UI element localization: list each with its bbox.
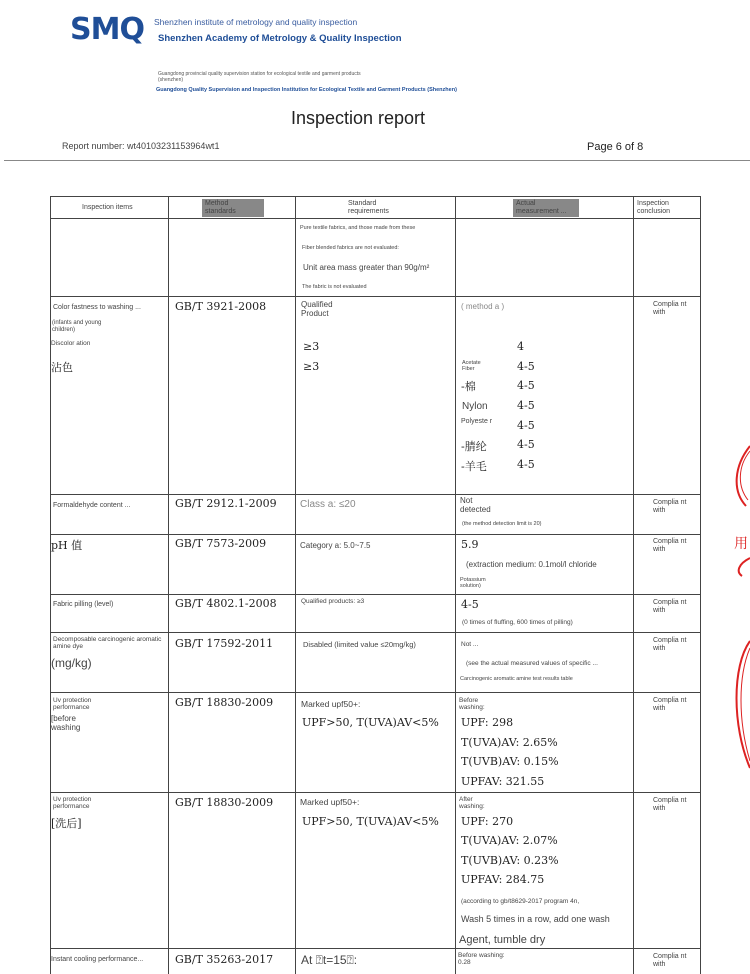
washing-act-value-6: 4-5 <box>517 458 535 471</box>
amine-item: Decomposable carcinogenic aromatic amine dye <box>53 636 162 650</box>
uv-after-upfav: UPFAV: 284.75 <box>461 873 545 886</box>
col-header-method: Method standards <box>202 199 264 217</box>
ph-item: pH 值 <box>51 539 83 552</box>
station-name-small: Guangdong provincial quality supervision station for ecological textile and garment products (shenzhen) <box>158 71 361 83</box>
pre-req-2: Fiber blended fabrics are not evaluated: <box>302 245 399 251</box>
uv-before-method: GB/T 18830-2009 <box>175 696 274 709</box>
formaldehyde-conclusion: Complia nt with <box>653 499 687 514</box>
header-divider <box>4 160 750 161</box>
uv-after-tuvb: T(UVB)AV: 0.23% <box>461 854 559 867</box>
ph-act: 5.9 <box>461 538 479 551</box>
washing-act-label-5: -腈纶 <box>461 440 487 453</box>
amine-req: Disabled (limited value ≤20mg/kg) <box>303 640 416 649</box>
uv-before-req-2: UPF>50, T(UVA)AV<5% <box>302 716 439 729</box>
cooling-act: Before washing: 0.28 <box>458 952 505 966</box>
ph-method: GB/T 7573-2009 <box>175 537 267 550</box>
uv-after-note-3: Agent, tumble dry <box>459 934 546 946</box>
washing-act-method: ( method a ) <box>461 302 505 311</box>
uv-after-act-head: After washing: <box>459 796 485 810</box>
washing-act-label-6: -羊毛 <box>461 460 487 473</box>
amine-item-2: (mg/kg) <box>51 656 92 670</box>
uv-after-item: Uv protection performance <box>53 796 92 810</box>
pilling-item: Fabric pilling (level) <box>53 601 114 608</box>
uv-before-tuvb: T(UVB)AV: 0.15% <box>461 755 559 768</box>
washing-act-value-2: 4-5 <box>517 379 535 392</box>
uv-after-note-1: (according to gb/t8629-2017 program 4n, <box>461 898 580 905</box>
formaldehyde-method: GB/T 2912.1-2009 <box>175 497 277 510</box>
washing-item-2: (infants and young children) <box>52 320 102 333</box>
formaldehyde-req: Class a: ≤20 <box>300 499 356 510</box>
uv-after-upf: UPF: 270 <box>461 815 514 828</box>
pilling-method: GB/T 4802.1-2008 <box>175 597 277 610</box>
washing-act-label-2: -棉 <box>461 380 476 393</box>
washing-item: Color fastness to washing ... <box>53 304 141 311</box>
svg-text:用: 用 <box>734 536 748 552</box>
uv-before-upf: UPF: 298 <box>461 716 514 729</box>
org-name-small: Shenzhen institute of metrology and quality inspection <box>154 17 358 27</box>
station-name-bold: Guangdong Quality Supervision and Inspection Institution for Ecological Textile and Garment Products (Shenzhen) <box>156 87 457 93</box>
org-name-bold: Shenzhen Academy of Metrology & Quality Inspection <box>158 33 402 44</box>
col-header-conclusion: Inspection conclusion <box>637 200 671 215</box>
pre-req-1: Pure textile fabrics, and those made from these <box>300 225 416 231</box>
pilling-act-2: (0 times of fluffing, 600 times of pilling) <box>462 619 573 626</box>
red-seal-stamp <box>728 436 750 776</box>
uv-after-method: GB/T 18830-2009 <box>175 796 274 809</box>
amine-method: GB/T 17592-2011 <box>175 637 274 650</box>
col-header-requirements: Standard requirements <box>348 200 389 215</box>
ph-act-2: (extraction medium: 0.1mol/l chloride <box>466 560 597 569</box>
uv-after-req-2: UPF>50, T(UVA)AV<5% <box>302 815 439 828</box>
ph-req: Category a: 5.0~7.5 <box>300 541 371 550</box>
washing-conclusion: Complia nt with <box>653 301 687 316</box>
amine-act: Not ... <box>461 641 479 648</box>
ph-conclusion: Complia nt with <box>653 538 687 553</box>
uv-before-conclusion: Complia nt with <box>653 697 687 712</box>
washing-act-label-3: Nylon <box>462 401 488 412</box>
washing-act-value-1: 4-5 <box>517 360 535 373</box>
cooling-conclusion: Complia nt with <box>653 953 687 968</box>
washing-item-3: Discolor ation <box>51 340 91 347</box>
amine-act-3: Carcinogenic aromatic amine test results table <box>460 676 573 682</box>
report-number: Report number: wt40103231153964wt1 <box>62 141 220 151</box>
formaldehyde-act: Not detected <box>460 496 491 514</box>
washing-act-value-3: 4-5 <box>517 399 535 412</box>
amine-conclusion: Complia nt with <box>653 637 687 652</box>
uv-before-act-head: Before washing: <box>459 697 485 711</box>
formaldehyde-item: Formaldehyde content ... <box>53 502 131 509</box>
cooling-method: GB/T 35263-2017 <box>175 953 274 966</box>
amine-act-2: (see the actual measured values of specific ... <box>466 660 598 667</box>
uv-before-item: Uv protection performance <box>53 697 92 711</box>
washing-req: Qualified Product <box>301 300 333 318</box>
washing-act-label-4: Polyeste r <box>461 418 493 425</box>
uv-after-note-2: Wash 5 times in a row, add one wash <box>461 914 610 924</box>
uv-after-conclusion: Complia nt with <box>653 797 687 812</box>
cooling-req: At ⍰t=15⍰: <box>301 953 358 967</box>
washing-act-value-4: 4-5 <box>517 419 535 432</box>
uv-before-upfav: UPFAV: 321.55 <box>461 775 545 788</box>
washing-act-value-0: 4 <box>517 340 524 353</box>
col-header-actual: Actual measurement ... <box>513 199 579 217</box>
pre-req-3: Unit area mass greater than 90g/m² <box>303 263 430 272</box>
uv-before-req: Marked upf50+: <box>301 699 361 709</box>
pre-req-4: The fabric is not evaluated <box>302 284 367 290</box>
washing-act-value-5: 4-5 <box>517 438 535 451</box>
pilling-act: 4-5 <box>461 598 479 611</box>
ph-act-3: Potassium solution) <box>460 577 486 589</box>
uv-before-tuva: T(UVA)AV: 2.65% <box>461 736 558 749</box>
formaldehyde-act-2: (the method detection limit is 20) <box>462 521 542 527</box>
washing-req-a: ≥3 <box>303 340 320 353</box>
cooling-item: Instant cooling performance... <box>51 956 144 963</box>
washing-act-label-1: Acetate Fiber <box>462 360 481 372</box>
uv-after-tuva: T(UVA)AV: 2.07% <box>461 834 558 847</box>
uv-after-item-2: [洗后] <box>51 817 82 830</box>
uv-before-item-2: [before washing <box>51 714 81 732</box>
washing-req-b: ≥3 <box>303 360 320 373</box>
page-number: Page 6 of 8 <box>587 141 644 153</box>
pilling-req: Qualified products: ≥3 <box>301 598 365 605</box>
washing-item-4: 沾色 <box>51 361 73 374</box>
washing-method: GB/T 3921-2008 <box>175 300 267 313</box>
org-logo: SMQ <box>70 12 144 47</box>
pilling-conclusion: Complia nt with <box>653 599 687 614</box>
report-title: Inspection report <box>290 108 426 128</box>
uv-after-req: Marked upf50+: <box>300 797 360 807</box>
col-header-items: Inspection items <box>82 204 133 211</box>
